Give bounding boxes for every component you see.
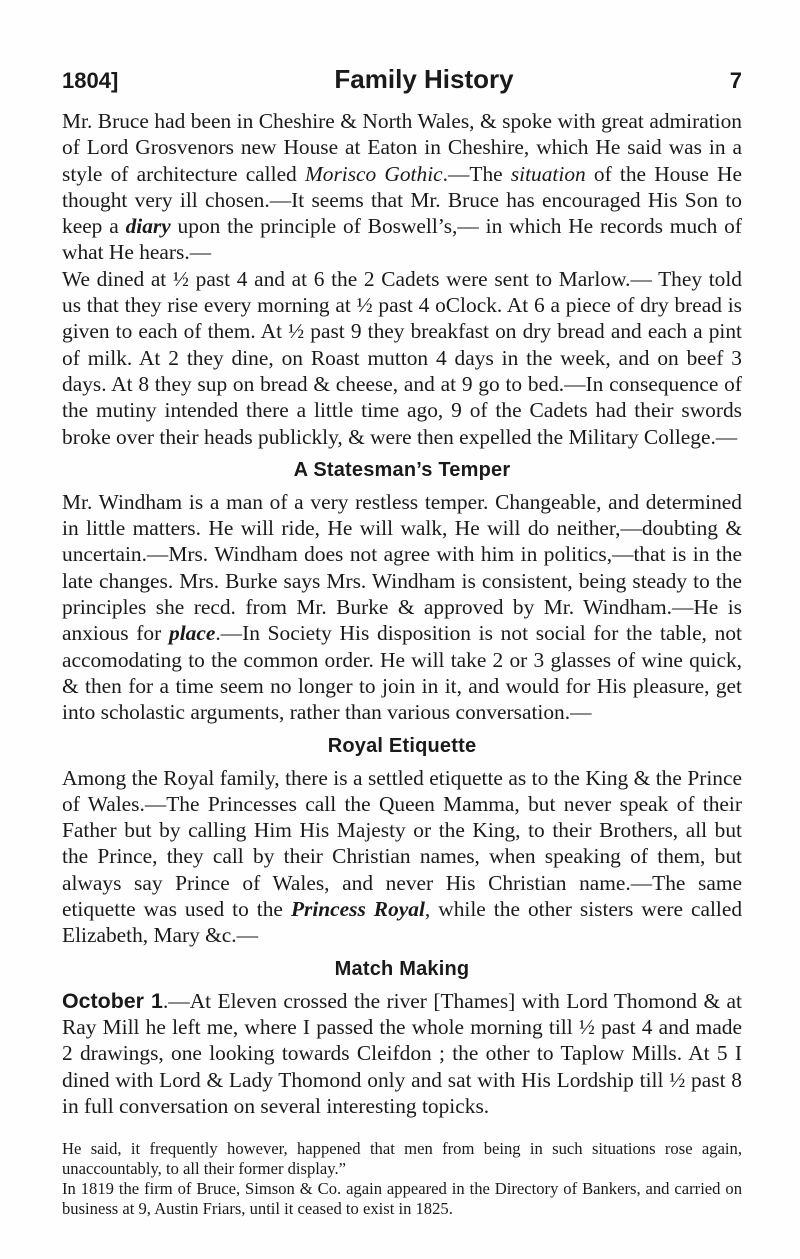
- italic-run: situation: [510, 161, 586, 186]
- italic-run: place: [169, 621, 216, 646]
- footnote-1: He said, it frequently however, happened that men from being in such situations rose again, unaccountably, to all their former display.”: [62, 1139, 742, 1179]
- italic-run: diary: [125, 214, 171, 239]
- text-run: Among the Royal family, there is a settled etiquette as to the King & the Prince of Wales.—The Princesses call the Queen Mamma, but never speak of their Father but by calling Him His Majesty or the King, to their Brothers, all but the Prince, they call by their Christian names, when speaking of them, but always say Prince of Wales, and never His Christian name.—The same etiquette was used to the: [62, 765, 742, 922]
- section-heading-royal: Royal Etiquette: [327, 734, 477, 757]
- text-run: .—At Eleven crossed the river [Thames] with Lord Thomond & at Ray Mill he left me, where I passed the whole morning till ½ past 4 and made 2 drawings, one looking towards Cleifdon ; the other to Taplow Mills. At 5 I dined with Lord & Lady Thomond only and sat with His Lordship till ½ past 8 in full conversation on several interesting topicks.: [62, 988, 742, 1118]
- text-run: upon the principle of Boswell’s,— in which He records much of what He hears.—: [62, 214, 742, 265]
- section-heading-statesman: A Statesman’s Temper: [293, 458, 511, 481]
- running-header: [62, 64, 742, 98]
- header-year: 1804]: [62, 68, 119, 93]
- italic-run: Princess Royal: [290, 897, 425, 922]
- footnotes: [62, 1139, 742, 1219]
- footnote-2: In 1819 the firm of Bruce, Simson & Co. again appeared in the Directory of Bankers, and carried on business at 9, Austin Friars, until it ceased to exist in 1825.: [62, 1179, 742, 1219]
- entry-date: October 1: [62, 988, 163, 1013]
- paragraph-cadets: We dined at ½ past 4 and at 6 the 2 Cadets were sent to Marlow.— They told us that they rise every morning at ½ past 4 oClock. At 6 a piece of dry bread is given to each of them. At ½ past 9 they breakfast on dry bread and each a pint of milk. At 2 they dine, on Roast mutton 4 days in the week, and on beef 3 days. At 8 they sup on bread & cheese, and at 9 go to bed.—In consequence of the mutiny intended there a little time ago, 9 of the Cadets had their swords broke over their heads publickly, & were then expelled the Military College.—: [62, 266, 742, 449]
- text-run: Mr. Bruce had been in Cheshire & North Wales, & spoke with great admiration of Lord Grosvenors new House at Eaton in Cheshire, which He said was in a style of architecture called: [62, 109, 742, 186]
- text-run: Mr. Windham is a man of a very restless temper. Changeable, and determined in little matters. He will ride, He will walk, He will do neither,—doubting & uncertain.—Mrs. Windham does not agree with him in politics,—that is in the late changes. Mrs. Burke says Mrs. Windham is consistent, being steady to the principles she recd. from Mr. Burke & approved by Mr. Windham.—He is anxious for: [62, 489, 742, 646]
- paragraph-royal-etiquette: [62, 765, 742, 949]
- page-number: 7: [729, 68, 742, 93]
- text-run: .—The: [442, 161, 511, 186]
- text-run: of the House He thought very ill chosen.—It seems that Mr. Bruce has encouraged His Son to keep a: [62, 161, 742, 239]
- paragraph-october: [62, 988, 742, 1119]
- page-body: [62, 108, 742, 1219]
- header-title: Family History: [334, 64, 514, 94]
- text-run: , while the other sisters were called Elizabeth, Mary &c.—: [62, 897, 743, 948]
- italic-run: Morisco Gothic: [304, 161, 443, 186]
- paragraph-windham: [62, 489, 742, 726]
- text-run: .—In Society His disposition is not social for the table, not accomodating to the common order. He will take 2 or 3 glasses of wine quick, & then for a time seem no longer to join in it, and would for His pleasure, get into scholastic arguments, rather than various conversation.—: [62, 621, 742, 725]
- section-heading-match: Match Making: [334, 957, 470, 980]
- paragraph-bruce-cheshire: [62, 108, 742, 266]
